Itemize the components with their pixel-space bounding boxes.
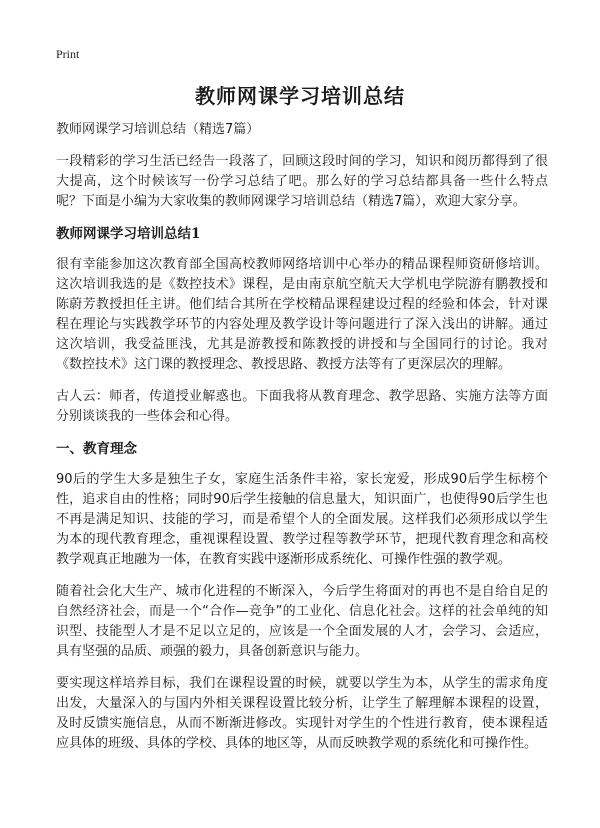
section-heading-2: 一、教育理念 (56, 441, 137, 457)
page-title: 教师网课学习培训总结 (195, 84, 405, 108)
print-link[interactable]: Print (56, 47, 80, 61)
section1-paragraph-2: 古人云：师者，传道授业解惑也。下面我将从教育理念、教学思路、实施方法等方面分别谈谈我的一些体会和心得。 (56, 389, 548, 424)
article-subtitle: 教师网课学习培训总结（精选7篇） (56, 122, 260, 137)
article-body (56, 120, 548, 766)
section2-paragraph-3: 要实现这样培养目标，我们在课程设置的时候，就要以学生为本，从学生的需求角度出发，大量深入的与国内外相关课程设置比较分析，让学生了解理解本课程的设置，及时反馈实施信息，从而不断渐进修改。实现针对学生的个性进行教育，使本课程适应具体的班级、具体的学校、具体的地区等，从而反映教学观的系统化和可操作性。 (56, 676, 548, 751)
section1-paragraph-1: 很有幸能参加这次教育部全国高校教师网络培训中心举办的精品课程师资研修培训。这次培训我选的是《数控技术》课程，是由南京航空航天大学机电学院游有鹏教授和陈蔚芳教授担任主讲。他们结合其所在学校精品课程建设过程的经验和体会，针对课程在理论与实践教学环节的内容处理及教学设计等问题进行了深入浅出的讲解。通过这次培训，我受益匪浅，尤其是游教授和陈教授的讲授和与全国同行的讨论。我对《数控技术》这门课的教授理念、教授思路、教授方法等有了更深层次的理解。 (56, 257, 548, 372)
section-heading-1: 教师网课学习培训总结1 (56, 226, 201, 242)
section2-paragraph-2: 随着社会化大生产、城市化进程的不断深入，今后学生将面对的再也不是自给自足的自然经济社会，而是一个“合作—竞争”的工业化、信息化社会。这样的社会单纯的知识型、技能型人才是不足以立足的，应该是一个全面发展的人才，会学习、会适应，具有坚强的品质、顽强的毅力，具备创新意识与能力。 (56, 584, 548, 659)
section2-paragraph-1: 90后的学生大多是独生子女，家庭生活条件丰裕，家长宠爱，形成90后学生标榜个性，追求自由的性格；同时90后学生接触的信息量大，知识面广，也使得90后学生也不再是满足知识、技能的学习，而是希望个人的全面发展。这样我们必须形成以学生为本的现代教育理念，重视课程设置、教学过程等教学环节，把现代教育理念和高校教学观真正地融为一体，在教育实践中逐渐形成系统化、可操作性强的教学观。 (56, 472, 548, 567)
intro-paragraph: 一段精彩的学习生活已经告一段落了，回顾这段时间的学习，知识和阅历都得到了很大提高，这个时候该写一份学习总结了吧。那么好的学习总结都具备一些什么特点呢？下面是小编为大家收集的教师网课学习培训总结（精选7篇），欢迎大家分享。 (56, 154, 548, 209)
